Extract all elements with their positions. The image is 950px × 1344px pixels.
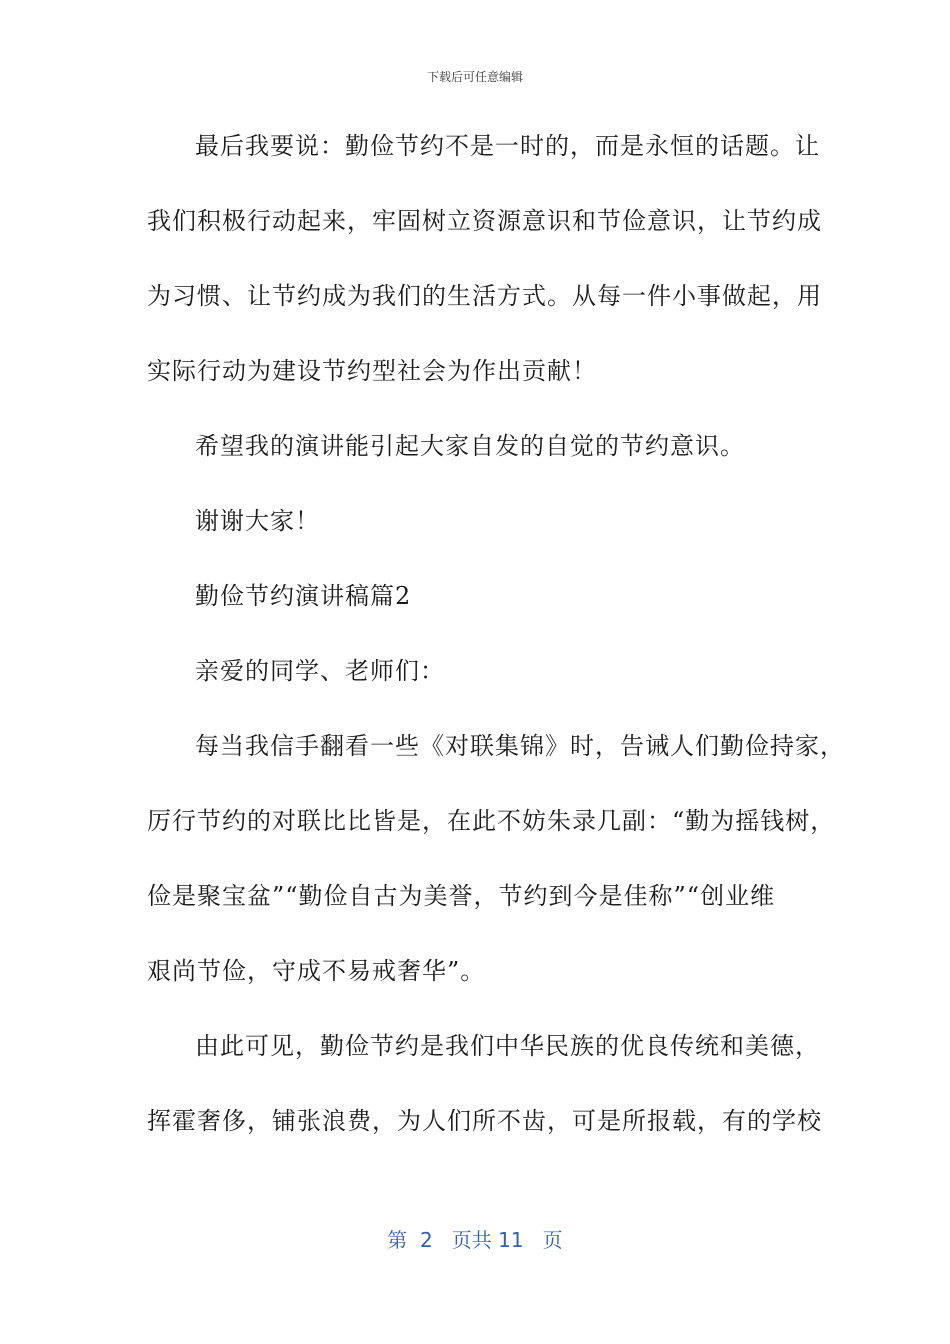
text-line: 为习惯、让节约成为我们的生活方式。从每一件小事做起，用: [147, 282, 822, 310]
section-heading: 勤俭节约演讲稿篇2: [195, 582, 412, 610]
text-line: 厉行节约的对联比比皆是，在此不妨朱录几副：“勤为摇钱树，: [147, 807, 836, 835]
text-line: 艰尚节俭，守成不易戒奢华”。: [147, 957, 486, 985]
text-line: 挥霍奢侈，铺张浪费，为人们所不齿，可是所报载，有的学校: [147, 1107, 822, 1135]
text-line: 由此可见，勤俭节约是我们中华民族的优良传统和美德，: [195, 1032, 820, 1060]
text-line: 俭是聚宝盆”“勤俭自古为美誉，节约到今是佳称”“创业维: [147, 882, 776, 910]
text-line: 谢谢大家！: [195, 507, 320, 535]
text-line: 最后我要说：勤俭节约不是一时的，而是永恒的话题。让: [195, 132, 820, 160]
salutation: 亲爱的同学、老师们：: [195, 657, 445, 685]
document-body: [147, 121, 845, 1171]
text-line: 希望我的演讲能引起大家自发的自觉的节约意识。: [195, 432, 745, 460]
page-number-footer: 第 2 页共 11 页: [387, 1228, 563, 1252]
text-line: 实际行动为建设节约型社会为作出贡献！: [147, 357, 597, 385]
text-line: 我们积极行动起来，牢固树立资源意识和节俭意识，让节约成: [147, 207, 822, 235]
page-header: 下载后可任意编辑: [426, 70, 523, 84]
text-line: 每当我信手翻看一些《对联集锦》时，告诫人们勤俭持家，: [195, 732, 845, 760]
